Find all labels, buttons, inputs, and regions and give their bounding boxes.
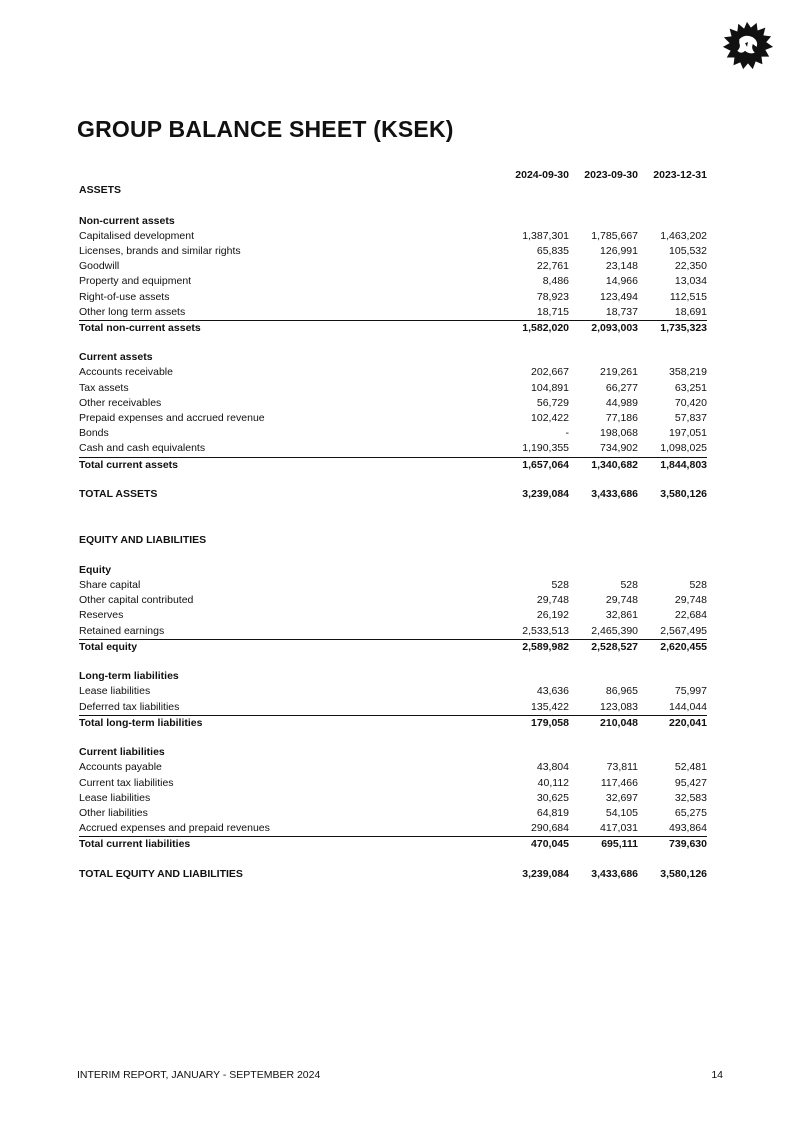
value-cell: 144,044 [669, 700, 707, 713]
row-label: Property and equipment [79, 275, 192, 288]
value-cell: 1,582,020 [522, 321, 569, 334]
table-row [79, 776, 707, 791]
value-cell: 30,625 [536, 791, 569, 804]
row-label: Lease liabilities [79, 791, 151, 804]
value-cell: 198,068 [600, 427, 638, 440]
value-cell: 29,748 [674, 594, 707, 607]
value-cell: 63,251 [674, 381, 707, 394]
value-cell: 3,239,084 [522, 487, 569, 500]
table-body [79, 183, 707, 882]
table-row [79, 806, 707, 821]
row-label: Accounts receivable [79, 366, 173, 379]
row-label: Tax assets [79, 381, 129, 394]
table-row [79, 684, 707, 699]
page-number: 14 [711, 1069, 723, 1081]
value-cell: 105,532 [669, 244, 707, 257]
value-cell: 32,583 [674, 791, 707, 804]
value-cell: 95,427 [674, 776, 707, 789]
subsection-header-row [79, 563, 707, 578]
table-row [79, 259, 707, 274]
table-row [79, 396, 707, 411]
row-label: Reserves [79, 609, 124, 622]
table-row [79, 700, 707, 715]
value-cell: 64,819 [536, 806, 569, 819]
section-header-row [79, 183, 707, 198]
grand-total-row [79, 487, 707, 502]
subtotal-row [79, 715, 707, 730]
value-cell: 32,861 [605, 609, 638, 622]
spacer-row [79, 654, 707, 669]
spacer-row [79, 548, 707, 563]
value-cell: 1,340,682 [591, 458, 638, 471]
value-cell: 219,261 [600, 366, 638, 379]
row-label: Other liabilities [79, 806, 148, 819]
value-cell: 1,785,667 [591, 229, 638, 242]
value-cell: 695,111 [601, 838, 638, 851]
value-cell: 528 [620, 579, 638, 592]
value-cell: 2,093,003 [591, 321, 638, 334]
value-cell: 22,761 [536, 260, 569, 273]
subsection-header-row [79, 669, 707, 684]
row-label: Capitalised development [79, 229, 194, 242]
table-row [79, 593, 707, 608]
row-label: Licenses, brands and similar rights [79, 244, 241, 257]
value-cell: 8,486 [542, 275, 569, 288]
value-cell: 2,528,527 [591, 640, 638, 653]
value-cell: 2,589,982 [522, 640, 569, 653]
table-row [79, 229, 707, 244]
subsection-header-row [79, 745, 707, 760]
value-cell: 734,902 [600, 442, 638, 455]
company-logo-icon [718, 18, 776, 72]
row-label: Other long term assets [79, 305, 186, 318]
row-label: Long-term liabilities [79, 670, 179, 683]
column-header: 2023-12-31 [653, 169, 707, 181]
row-label: Total equity [79, 640, 138, 653]
value-cell: 1,844,803 [660, 458, 707, 471]
value-cell: 13,034 [674, 275, 707, 288]
column-header: 2023-09-30 [584, 169, 638, 181]
balance-sheet-table [79, 168, 707, 882]
value-cell: 470,045 [531, 838, 569, 851]
column-header: 2024-09-30 [515, 169, 569, 181]
value-cell: 117,466 [600, 776, 638, 789]
value-cell: 220,041 [669, 716, 707, 729]
value-cell: 179,058 [531, 716, 569, 729]
subtotal-row [79, 836, 707, 851]
page-title: GROUP BALANCE SHEET (KSEK) [77, 116, 454, 142]
value-cell: 1,657,064 [522, 458, 569, 471]
value-cell: 22,350 [674, 260, 707, 273]
value-cell: 40,112 [537, 776, 569, 789]
row-label: Total long-term liabilities [79, 716, 203, 729]
row-label: Current tax liabilities [79, 776, 174, 789]
value-cell: 104,891 [531, 381, 569, 394]
subsection-header-row [79, 214, 707, 229]
row-label: Current liabilities [79, 746, 165, 759]
value-cell: 52,481 [674, 761, 707, 774]
table-row [79, 441, 707, 456]
value-cell: 202,667 [531, 366, 569, 379]
table-row [79, 791, 707, 806]
value-cell: 70,420 [674, 396, 707, 409]
row-label: Retained earnings [79, 624, 165, 637]
value-cell: 44,989 [605, 396, 638, 409]
value-cell: 77,186 [605, 412, 638, 424]
spacer-row [79, 502, 707, 517]
value-cell: 29,748 [536, 594, 569, 607]
value-cell: 358,219 [669, 366, 707, 379]
value-cell: 43,636 [536, 685, 569, 698]
value-cell: 197,051 [669, 427, 707, 440]
value-cell: 1,387,301 [522, 229, 569, 242]
table-row [79, 624, 707, 639]
table-row [79, 381, 707, 396]
value-cell: 1,463,202 [660, 229, 707, 242]
row-label: Deferred tax liabilities [79, 700, 180, 713]
value-cell: 43,804 [536, 761, 569, 774]
row-label: Share capital [79, 579, 141, 592]
subtotal-row [79, 639, 707, 654]
table-row [79, 426, 707, 441]
value-cell: 86,965 [605, 685, 638, 698]
table-row [79, 578, 707, 593]
value-cell: 2,465,390 [591, 624, 638, 637]
subtotal-row [79, 457, 707, 472]
value-cell: 528 [551, 579, 569, 592]
value-cell: 29,748 [605, 594, 638, 607]
row-label: Current assets [79, 351, 153, 364]
value-cell: 2,567,495 [660, 624, 707, 637]
spacer-row [79, 335, 707, 350]
value-cell: 3,580,126 [660, 487, 707, 500]
value-cell: 135,422 [531, 700, 569, 713]
spacer-row [79, 517, 707, 532]
value-cell: 102,422 [531, 412, 569, 424]
value-cell: 18,737 [605, 305, 638, 318]
value-cell: 739,630 [669, 838, 707, 851]
value-cell: - [565, 427, 569, 440]
row-label: Other capital contributed [79, 594, 194, 607]
spacer-row [79, 198, 707, 213]
row-label: Accounts payable [79, 761, 162, 774]
value-cell: 2,620,455 [660, 640, 707, 653]
value-cell: 66,277 [605, 381, 638, 394]
row-label: Goodwill [79, 260, 120, 273]
spacer-row [79, 472, 707, 487]
value-cell: 417,031 [600, 822, 638, 835]
value-cell: 54,105 [605, 806, 638, 819]
value-cell: 126,991 [600, 244, 638, 257]
value-cell: 3,580,126 [660, 867, 707, 880]
row-label: ASSETS [79, 184, 122, 197]
row-label: Non-current assets [79, 214, 175, 227]
value-cell: 65,835 [536, 244, 569, 257]
value-cell: 57,837 [674, 412, 707, 424]
value-cell: 3,433,686 [591, 487, 638, 500]
value-cell: 26,192 [536, 609, 569, 622]
row-label: Total current liabilities [79, 838, 191, 851]
value-cell: 18,691 [674, 305, 707, 318]
value-cell: 2,533,513 [522, 624, 569, 637]
table-row [79, 305, 707, 320]
row-label: Accrued expenses and prepaid revenues [79, 822, 270, 835]
value-cell: 210,048 [600, 716, 638, 729]
value-cell: 23,148 [605, 260, 638, 273]
value-cell: 78,923 [536, 290, 569, 303]
value-cell: 14,966 [605, 275, 638, 288]
value-cell: 112,515 [669, 290, 707, 303]
table-row [79, 608, 707, 623]
value-cell: 75,997 [674, 685, 707, 698]
subtotal-row [79, 320, 707, 335]
value-cell: 1,190,355 [522, 442, 569, 455]
spacer-row [79, 851, 707, 866]
value-cell: 1,735,323 [660, 321, 707, 334]
row-label: Cash and cash equivalents [79, 442, 206, 455]
row-label: Bonds [79, 427, 109, 440]
value-cell: 123,494 [600, 290, 638, 303]
table-row [79, 821, 707, 836]
value-cell: 3,239,084 [522, 867, 569, 880]
row-label: TOTAL EQUITY AND LIABILITIES [79, 867, 243, 880]
value-cell: 3,433,686 [591, 867, 638, 880]
table-row [79, 290, 707, 305]
row-label: Equity [79, 563, 112, 576]
row-label: Other receivables [79, 396, 162, 409]
table-row [79, 274, 707, 289]
value-cell: 65,275 [674, 806, 707, 819]
row-label: EQUITY AND LIABILITIES [79, 533, 207, 546]
value-cell: 22,684 [674, 609, 707, 622]
value-cell: 18,715 [536, 305, 569, 318]
table-row [79, 411, 707, 426]
value-cell: 73,811 [606, 761, 638, 774]
table-row [79, 760, 707, 775]
value-cell: 32,697 [605, 791, 638, 804]
value-cell: 290,684 [531, 822, 569, 835]
value-cell: 528 [689, 579, 707, 592]
spacer-row [79, 730, 707, 745]
row-label: Total non-current assets [79, 321, 201, 334]
value-cell: 493,864 [669, 822, 707, 835]
value-cell: 123,083 [600, 700, 638, 713]
row-label: Lease liabilities [79, 685, 151, 698]
value-cell: 56,729 [536, 396, 569, 409]
row-label: TOTAL ASSETS [79, 487, 158, 500]
value-cell: 1,098,025 [660, 442, 707, 455]
row-label: Right-of-use assets [79, 290, 170, 303]
grand-total-row [79, 867, 707, 882]
row-label: Total current assets [79, 458, 179, 471]
footer-report-title: INTERIM REPORT, JANUARY - SEPTEMBER 2024 [77, 1069, 321, 1081]
row-label: Prepaid expenses and accrued revenue [79, 412, 265, 424]
column-header-row [79, 168, 707, 183]
section-header-row [79, 533, 707, 548]
table-row [79, 244, 707, 259]
subsection-header-row [79, 350, 707, 365]
table-row [79, 365, 707, 380]
